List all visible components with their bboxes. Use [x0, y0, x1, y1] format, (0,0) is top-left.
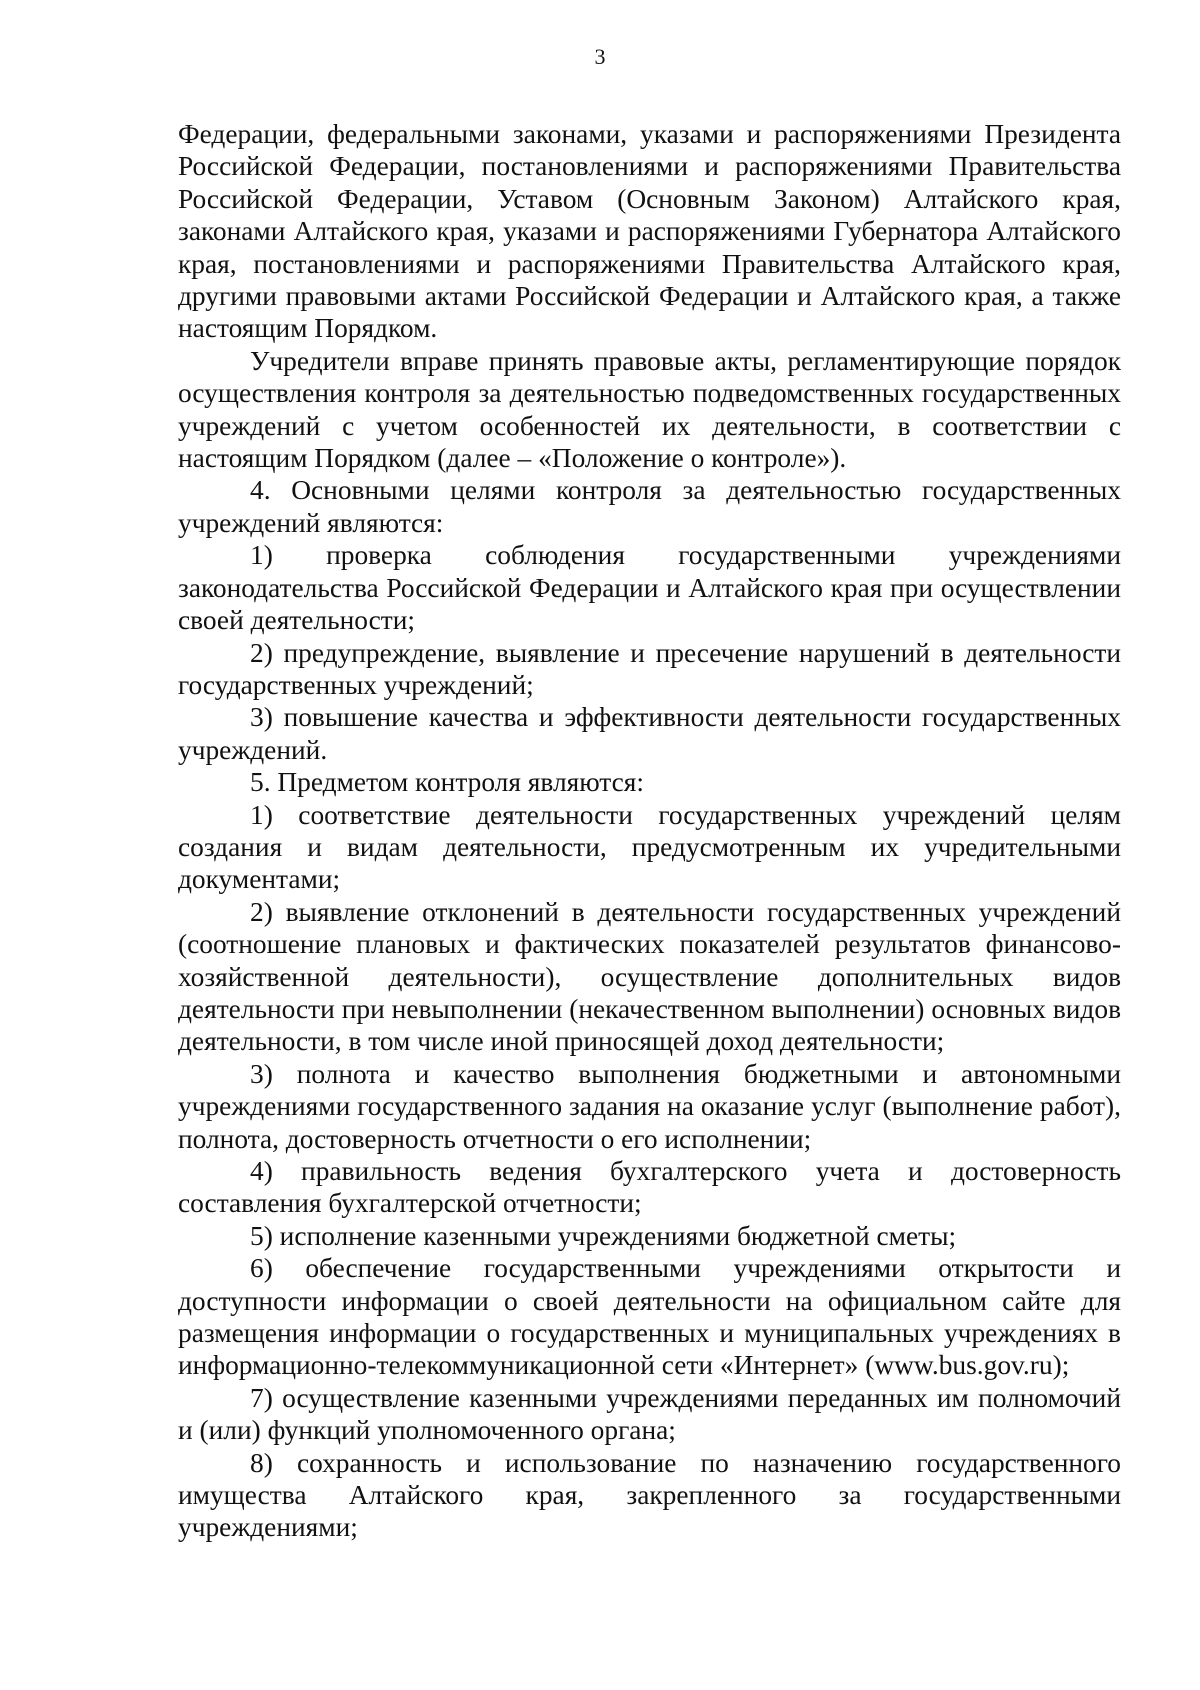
paragraph-section-4-heading: 4. Основными целями контроля за деятельностью государственных учреждений являются:: [178, 475, 1121, 538]
paragraph-founders-rights: Учредители вправе принять правовые акты, регламентирующие порядок осуществления контроля за деятельностью подведомственных государственных учреждений с учетом особенностей их деятельности, в соответствии с настоящим Порядком (далее – «Положение о контроле»).: [178, 345, 1121, 474]
paragraph-section-4-item-2: 2) предупреждение, выявление и пресечение нарушений в деятельности государственных учреждений;: [178, 637, 1121, 700]
paragraph-section-5-item-5: 5) исполнение казенными учреждениями бюджетной сметы;: [250, 1220, 957, 1251]
paragraph-section-5-item-2: 2) выявление отклонений в деятельности государственных учреждений (соотношение плановых и фактических показателей результатов финансово-хозяйственной деятельности), осуществление дополнительных видов деятельности при невыполнении (некачественном выполнении) основных видов деятельности, в том числе иной приносящей доход деятельности;: [178, 896, 1121, 1057]
paragraph-continuation: Федерации, федеральными законами, указами и распоряжениями Президента Российской Федерации, постановлениями и распоряжениями Правительства Российской Федерации, Уставом (Основным Законом) Алтайского края, законами Алтайского края, указами и распоряжениями Губернатора Алтайского края, постановлениями и распоряжениями Правительства Алтайского края, другими правовыми актами Российской Федерации и Алтайского края, а также настоящим Порядком.: [178, 119, 1121, 344]
document-body: [178, 118, 1121, 1544]
paragraph-section-5-item-3: 3) полнота и качество выполнения бюджетными и автономными учреждениями государственного задания на оказание услуг (выполнение работ), полнота, достоверность отчетности о его исполнении;: [178, 1058, 1121, 1154]
page-number: 3: [594, 44, 606, 69]
paragraph-section-5-item-1: 1) соответствие деятельности государственных учреждений целям создания и видам деятельности, предусмотренным их учредительными документами;: [178, 799, 1121, 895]
paragraph-section-4-item-3: 3) повышение качества и эффективности деятельности государственных учреждений.: [178, 702, 1121, 765]
paragraph-section-4-item-1: 1) проверка соблюдения государственными учреждениями законодательства Российской Федерации и Алтайского края при осуществлении своей деятельности;: [178, 540, 1121, 636]
paragraph-section-5-item-7: 7) осуществление казенными учреждениями переданных им полномочий и (или) функций уполномоченного органа;: [178, 1382, 1121, 1446]
paragraph-section-5-item-6: 6) обеспечение государственными учреждениями открытости и доступности информации о своей деятельности на официальном сайте для размещения информации о государственных и муниципальных учреждениях в информационно-телекоммуникационной сети «Интернет» (www.bus.gov.ru);: [178, 1253, 1121, 1381]
paragraph-section-5-heading: 5. Предметом контроля являются:: [250, 767, 644, 798]
paragraph-section-5-item-8: 8) сохранность и использование по назначению государственного имущества Алтайского края, закрепленного за государственными учреждениями;: [178, 1447, 1121, 1543]
paragraph-section-5-item-4: 4) правильность ведения бухгалтерского учета и достоверность составления бухгалтерской отчетности;: [178, 1156, 1121, 1219]
